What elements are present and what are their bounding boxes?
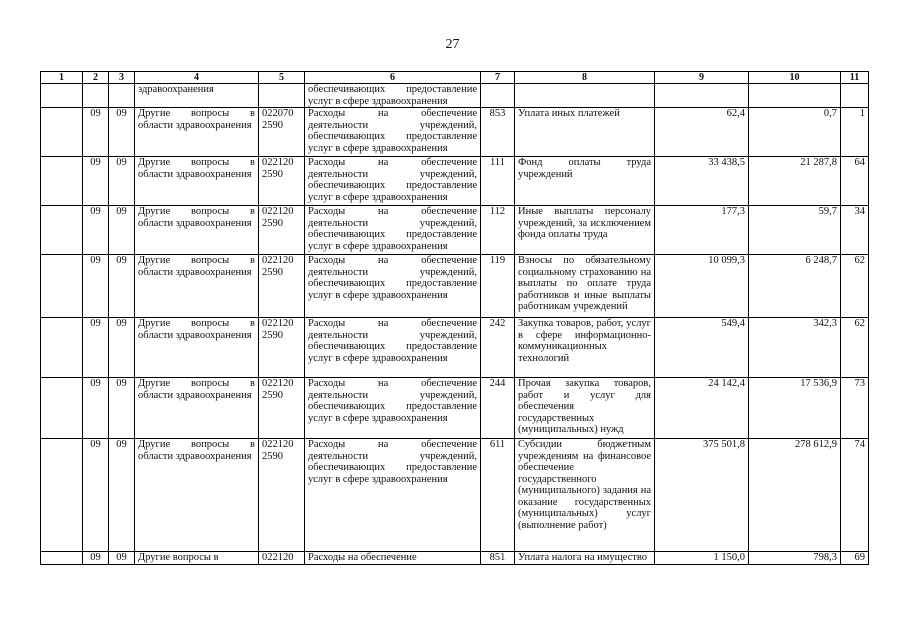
cell-expense-name: Прочая закупка товаров, работ и услуг для обеспечения государственных (муниципальных) нужд <box>515 378 655 439</box>
cell-percent: 62 <box>841 318 869 378</box>
cell-empty <box>109 84 135 108</box>
header-cell: 5 <box>259 72 305 84</box>
cell-empty <box>41 206 83 255</box>
cell-percent: 69 <box>841 552 869 565</box>
header-cell: 3 <box>109 72 135 84</box>
cell-section-name: Другие вопросы в области здравоохранения <box>135 439 259 552</box>
cell-empty <box>515 84 655 108</box>
cell-section: 09 <box>83 318 109 378</box>
cell-actual: 17 536,9 <box>749 378 841 439</box>
budget-table <box>40 71 869 565</box>
cell-actual: 59,7 <box>749 206 841 255</box>
cell-empty <box>41 108 83 157</box>
cell-target-code: 022070 2590 <box>259 108 305 157</box>
header-cell: 11 <box>841 72 869 84</box>
cell-purpose: Расходы на обеспечение деятельности учреждений, обеспечивающих предоставление услуг в сфере здравоохранения <box>305 108 481 157</box>
cell-purpose: Расходы на обеспечение <box>305 552 481 565</box>
table-row <box>41 108 869 157</box>
cell-actual: 6 248,7 <box>749 255 841 318</box>
cell-subsection: 09 <box>109 157 135 206</box>
cell-subsection: 09 <box>109 108 135 157</box>
cell-expense-type: 112 <box>481 206 515 255</box>
cell-purpose: Расходы на обеспечение деятельности учреждений, обеспечивающих предоставление услуг в сфере здравоохранения <box>305 378 481 439</box>
cell-empty <box>41 157 83 206</box>
cell-purpose: Расходы на обеспечение деятельности учреждений, обеспечивающих предоставление услуг в сфере здравоохранения <box>305 439 481 552</box>
cell-empty <box>41 318 83 378</box>
cell-purpose: Расходы на обеспечение деятельности учреждений, обеспечивающих предоставление услуг в сфере здравоохранения <box>305 318 481 378</box>
continuation-row <box>41 84 869 108</box>
cell-expense-type: 111 <box>481 157 515 206</box>
cell-expense-type: 244 <box>481 378 515 439</box>
cell-expense-name: Взносы по обязательному социальному страхованию на выплаты по оплате труда работников и иные выплаты работникам учреждений <box>515 255 655 318</box>
header-cell: 2 <box>83 72 109 84</box>
cell-section-name: здравоохранения <box>135 84 259 108</box>
header-cell: 1 <box>41 72 83 84</box>
cell-target-code: 022120 <box>259 552 305 565</box>
header-cell: 4 <box>135 72 259 84</box>
cell-expense-name: Субсидии бюджетным учреждениям на финансовое обеспечение государственного (муниципального) задания на оказание государственных (муниципальных) услуг (выполнение работ) <box>515 439 655 552</box>
header-row <box>41 72 869 84</box>
cell-subsection: 09 <box>109 378 135 439</box>
cell-empty <box>41 255 83 318</box>
cell-empty <box>83 84 109 108</box>
cell-section-name: Другие вопросы в области здравоохранения <box>135 108 259 157</box>
cell-subsection: 09 <box>109 318 135 378</box>
cell-section-name: Другие вопросы в области здравоохранения <box>135 157 259 206</box>
table-row <box>41 255 869 318</box>
cell-subsection: 09 <box>109 439 135 552</box>
cell-planned: 549,4 <box>655 318 749 378</box>
cell-subsection: 09 <box>109 255 135 318</box>
cell-purpose: Расходы на обеспечение деятельности учреждений, обеспечивающих предоставление услуг в сфере здравоохранения <box>305 157 481 206</box>
cell-section: 09 <box>83 255 109 318</box>
cell-target-code: 022120 2590 <box>259 206 305 255</box>
table-row <box>41 318 869 378</box>
cell-section-name: Другие вопросы в области здравоохранения <box>135 318 259 378</box>
header-cell: 8 <box>515 72 655 84</box>
cell-empty <box>41 84 83 108</box>
table-row <box>41 552 869 565</box>
cell-empty <box>481 84 515 108</box>
cell-planned: 177,3 <box>655 206 749 255</box>
cell-purpose: Расходы на обеспечение деятельности учреждений, обеспечивающих предоставление услуг в сфере здравоохранения <box>305 206 481 255</box>
cell-expense-type: 851 <box>481 552 515 565</box>
cell-target-code: 022120 2590 <box>259 318 305 378</box>
cell-expense-name: Фонд оплаты труда учреждений <box>515 157 655 206</box>
table-row <box>41 157 869 206</box>
cell-planned: 10 099,3 <box>655 255 749 318</box>
cell-empty <box>41 552 83 565</box>
cell-expense-type: 119 <box>481 255 515 318</box>
cell-section: 09 <box>83 157 109 206</box>
cell-percent: 34 <box>841 206 869 255</box>
header-cell: 6 <box>305 72 481 84</box>
cell-expense-name: Закупка товаров, работ, услуг в сфере информационно-коммуникационных технологий <box>515 318 655 378</box>
cell-planned: 24 142,4 <box>655 378 749 439</box>
cell-purpose: Расходы на обеспечение деятельности учреждений, обеспечивающих предоставление услуг в сфере здравоохранения <box>305 255 481 318</box>
cell-section-name: Другие вопросы в области здравоохранения <box>135 378 259 439</box>
cell-empty <box>41 378 83 439</box>
cell-actual: 342,3 <box>749 318 841 378</box>
cell-planned: 62,4 <box>655 108 749 157</box>
cell-section: 09 <box>83 552 109 565</box>
cell-planned: 1 150,0 <box>655 552 749 565</box>
cell-section: 09 <box>83 206 109 255</box>
cell-empty <box>841 84 869 108</box>
cell-target-code: 022120 2590 <box>259 157 305 206</box>
cell-target-code: 022120 2590 <box>259 439 305 552</box>
cell-expense-type: 611 <box>481 439 515 552</box>
cell-section: 09 <box>83 378 109 439</box>
cell-target-code: 022120 2590 <box>259 255 305 318</box>
cell-empty <box>749 84 841 108</box>
cell-empty <box>41 439 83 552</box>
cell-section-name: Другие вопросы в области здравоохранения <box>135 255 259 318</box>
table-row <box>41 378 869 439</box>
cell-actual: 0,7 <box>749 108 841 157</box>
cell-purpose: обеспечивающих предоставление услуг в сфере здравоохранения <box>305 84 481 108</box>
table-row <box>41 439 869 552</box>
cell-expense-type: 242 <box>481 318 515 378</box>
cell-percent: 74 <box>841 439 869 552</box>
header-cell: 9 <box>655 72 749 84</box>
cell-expense-name: Иные выплаты персоналу учреждений, за исключением фонда оплаты труда <box>515 206 655 255</box>
cell-section-name: Другие вопросы в <box>135 552 259 565</box>
cell-expense-name: Уплата иных платежей <box>515 108 655 157</box>
cell-section: 09 <box>83 439 109 552</box>
cell-subsection: 09 <box>109 206 135 255</box>
cell-target-code: 022120 2590 <box>259 378 305 439</box>
cell-empty <box>655 84 749 108</box>
page-number: 27 <box>445 37 460 52</box>
header-cell: 7 <box>481 72 515 84</box>
cell-percent: 1 <box>841 108 869 157</box>
cell-actual: 21 287,8 <box>749 157 841 206</box>
cell-percent: 73 <box>841 378 869 439</box>
table-row <box>41 206 869 255</box>
cell-subsection: 09 <box>109 552 135 565</box>
header-cell: 10 <box>749 72 841 84</box>
cell-section: 09 <box>83 108 109 157</box>
cell-planned: 33 438,5 <box>655 157 749 206</box>
cell-percent: 62 <box>841 255 869 318</box>
cell-expense-name: Уплата налога на имущество <box>515 552 655 565</box>
cell-percent: 64 <box>841 157 869 206</box>
cell-expense-type: 853 <box>481 108 515 157</box>
cell-planned: 375 501,8 <box>655 439 749 552</box>
cell-empty <box>259 84 305 108</box>
cell-actual: 798,3 <box>749 552 841 565</box>
cell-section-name: Другие вопросы в области здравоохранения <box>135 206 259 255</box>
cell-actual: 278 612,9 <box>749 439 841 552</box>
